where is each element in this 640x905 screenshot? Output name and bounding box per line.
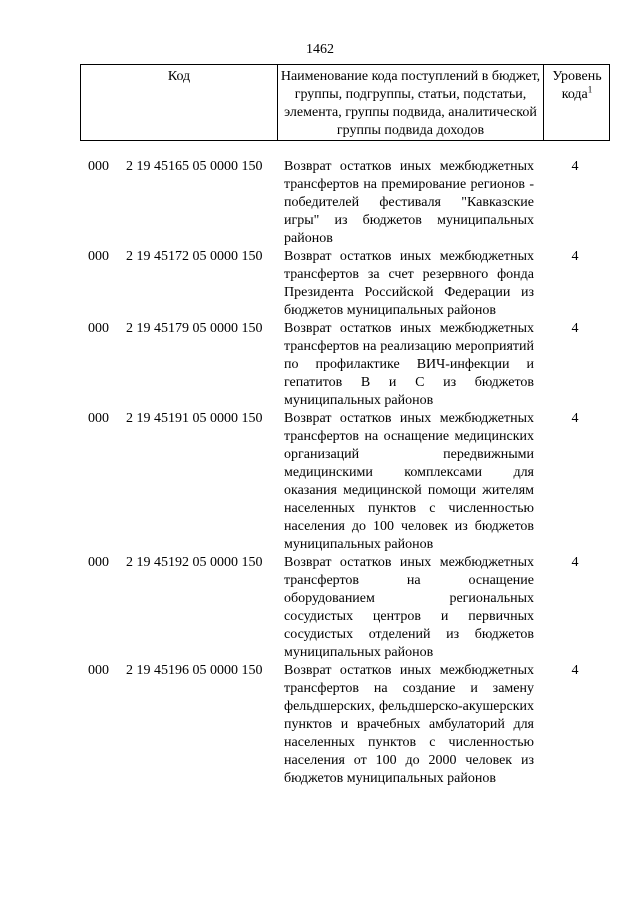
page-number: 1462: [306, 42, 334, 57]
row-description: Возврат остатков иных межбюджетных трансфертов за счет резервного фонда Президента Российской Федерации из бюджетов муниципальных районов: [284, 249, 534, 318]
code-level: 4: [571, 663, 579, 678]
header-code: Код: [167, 69, 191, 84]
admin-code: 000: [88, 249, 109, 264]
row-description: Возврат остатков иных межбюджетных трансфертов на оснащение медицинских организаций передвижными медицинскими комплексами для оказания медицинской помощи жителям населенных пунктов с численностью населения до 100 человек из бюджетов муниципальных районов: [284, 411, 534, 552]
revenue-code: 2 19 45172 05 0000 150: [126, 249, 263, 264]
code-level: 4: [571, 321, 579, 336]
revenue-code: 2 19 45191 05 0000 150: [126, 411, 263, 426]
footnote-marker: 1: [587, 84, 593, 95]
header-level-label: Уровень кода: [552, 69, 602, 102]
row-description: Возврат остатков иных межбюджетных трансфертов на реализацию мероприятий по профилактике ВИЧ-инфекции и гепатитов B и C из бюджетов муниципальных районов: [284, 321, 534, 408]
admin-code: 000: [88, 555, 109, 570]
revenue-code: 2 19 45179 05 0000 150: [126, 321, 263, 336]
code-level: 4: [571, 555, 579, 570]
table-row: [0, 320, 640, 410]
code-level: 4: [571, 249, 579, 264]
admin-code: 000: [88, 411, 109, 426]
header-level: [544, 68, 610, 104]
table-body: [0, 158, 640, 788]
admin-code: 000: [88, 663, 109, 678]
table-header: [80, 64, 610, 141]
admin-code: 000: [88, 321, 109, 336]
table-row: [0, 248, 640, 320]
revenue-code: 2 19 45165 05 0000 150: [126, 159, 263, 174]
table-row: [0, 158, 640, 248]
table-row: [0, 410, 640, 554]
code-level: 4: [571, 159, 579, 174]
row-description: Возврат остатков иных межбюджетных трансфертов на премирование регионов - победителей фестиваля "Кавказские игры" из бюджетов муниципальных районов: [284, 159, 534, 246]
table-row: [0, 662, 640, 788]
code-level: 4: [571, 411, 579, 426]
row-description: Возврат остатков иных межбюджетных трансфертов на создание и замену фельдшерских, фельдшерско-акушерских пунктов и врачебных амбулаторий для населенных пунктов с численностью населения от 100 до 2000 человек из бюджетов муниципальных районов: [284, 663, 534, 786]
revenue-code: 2 19 45196 05 0000 150: [126, 663, 263, 678]
table-row: [0, 554, 640, 662]
header-name: Наименование кода поступлений в бюджет, группы, подгруппы, статьи, подстатьи, элемента, группы подвида, аналитической группы подвида доходов: [280, 69, 541, 138]
admin-code: 000: [88, 159, 109, 174]
row-description: Возврат остатков иных межбюджетных трансфертов на оснащение оборудованием региональных сосудистых центров и первичных сосудистых отделений из бюджетов муниципальных районов: [284, 555, 534, 660]
revenue-code: 2 19 45192 05 0000 150: [126, 555, 263, 570]
